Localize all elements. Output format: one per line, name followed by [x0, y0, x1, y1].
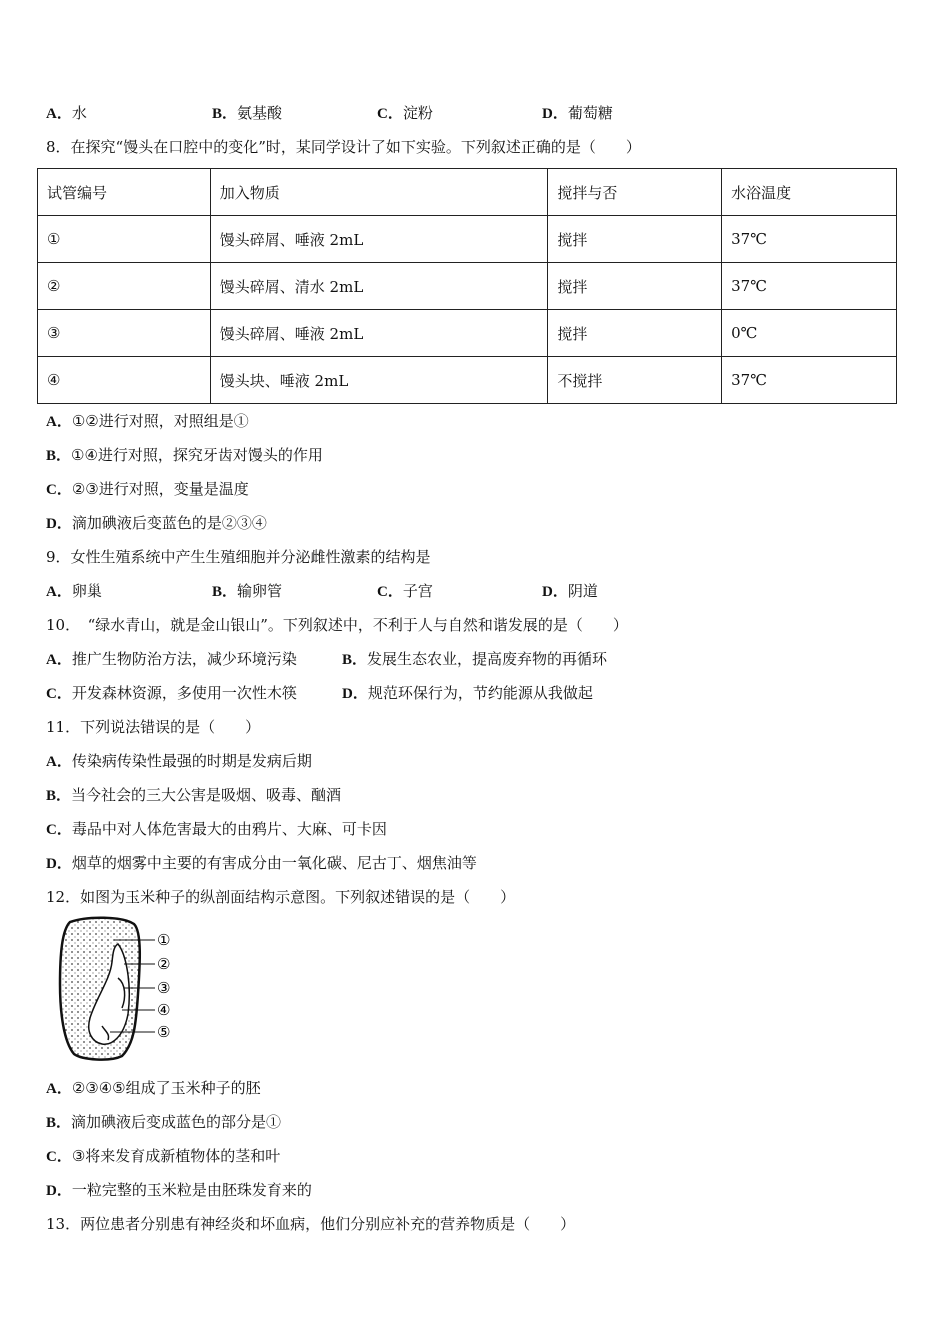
q9-stem: 9．女性生殖系统中产生生殖细胞并分泌雌性激素的结构是 [46, 548, 431, 566]
table-header-cell: 搅拌与否 [548, 169, 722, 216]
q9-option-c: C．子宫 [377, 582, 433, 600]
q9-option-a: A．卵巢 [46, 582, 102, 600]
table-header-cell: 水浴温度 [722, 169, 897, 216]
table-cell: 馒头碎屑、清水 2mL [210, 263, 548, 310]
q10-option-d: D．规范环保行为，节约能源从我做起 [342, 684, 593, 702]
table-cell: 馒头块、唾液 2mL [210, 357, 548, 404]
table-cell: 搅拌 [548, 310, 722, 357]
q11-option-b: B．当今社会的三大公害是吸烟、吸毒、酗酒 [46, 786, 342, 804]
table-cell: 搅拌 [548, 216, 722, 263]
table-row [38, 357, 897, 404]
q10-stem: 10． “绿水青山，就是金山银山”。下列叙述中，不利于人与自然和谐发展的是（ ） [46, 616, 628, 634]
table-header-row [38, 169, 897, 216]
table-row [38, 216, 897, 263]
q12-option-d: D．一粒完整的玉米粒是由胚珠发育来的 [46, 1181, 312, 1199]
q7-option-b: B．氨基酸 [212, 104, 283, 122]
q8-option-c: C．②③进行对照，变量是温度 [46, 480, 249, 498]
q9-option-b: B．输卵管 [212, 582, 283, 600]
table-header-cell: 加入物质 [210, 169, 548, 216]
table-cell: 0℃ [722, 310, 897, 357]
table-cell: 37℃ [722, 357, 897, 404]
q13-stem: 13．两位患者分别患有神经炎和坏血病，他们分别应补充的营养物质是（ ） [46, 1215, 576, 1233]
table-cell: ③ [38, 310, 211, 357]
q10-option-b: B．发展生态农业，提高废弃物的再循环 [342, 650, 608, 668]
corn-seed-diagram [52, 914, 192, 1064]
figure-label-4: ④ [157, 1001, 171, 1019]
table-cell: 馒头碎屑、唾液 2mL [210, 216, 548, 263]
q12-option-a: A．②③④⑤组成了玉米种子的胚 [46, 1079, 261, 1097]
figure-label-1: ① [157, 931, 171, 949]
table-row [38, 263, 897, 310]
figure-label-2: ② [157, 955, 171, 973]
q7-option-c: C．淀粉 [377, 104, 433, 122]
figure-label-3: ③ [157, 979, 171, 997]
table-row [38, 310, 897, 357]
q11-option-d: D．烟草的烟雾中主要的有害成分由一氧化碳、尼古丁、烟焦油等 [46, 854, 477, 872]
q11-option-a: A．传染病传染性最强的时期是发病后期 [46, 752, 312, 770]
table-cell: 37℃ [722, 216, 897, 263]
q8-stem: 8．在探究“馒头在口腔中的变化”时，某同学设计了如下实验。下列叙述正确的是（ ） [46, 138, 641, 156]
table-cell: ④ [38, 357, 211, 404]
q8-option-a: A．①②进行对照，对照组是① [46, 412, 249, 430]
q12-stem: 12．如图为玉米种子的纵剖面结构示意图。下列叙述错误的是（ ） [46, 888, 516, 906]
q11-option-c: C．毒品中对人体危害最大的由鸦片、大麻、可卡因 [46, 820, 387, 838]
table-cell: 37℃ [722, 263, 897, 310]
q7-option-d: D．葡萄糖 [542, 104, 613, 122]
q8-option-b: B．①④进行对照，探究牙齿对馒头的作用 [46, 446, 323, 464]
q10-option-c: C．开发森林资源，多使用一次性木筷 [46, 684, 297, 702]
q10-option-a: A．推广生物防治方法，减少环境污染 [46, 650, 297, 668]
table-cell: ② [38, 263, 211, 310]
q12-option-c: C．③将来发育成新植物体的茎和叶 [46, 1147, 281, 1165]
table-cell: ① [38, 216, 211, 263]
table-cell: 不搅拌 [548, 357, 722, 404]
q8-option-d: D．滴加碘液后变蓝色的是②③④ [46, 514, 267, 532]
q7-option-a: A．水 [46, 104, 87, 122]
table-cell: 搅拌 [548, 263, 722, 310]
figure-label-5: ⑤ [157, 1023, 171, 1041]
q9-option-d: D．阴道 [542, 582, 598, 600]
q11-stem: 11．下列说法错误的是（ ） [46, 718, 261, 736]
table-header-cell: 试管编号 [38, 169, 211, 216]
table-cell: 馒头碎屑、唾液 2mL [210, 310, 548, 357]
experiment-table [37, 168, 897, 404]
q12-option-b: B．滴加碘液后变成蓝色的部分是① [46, 1113, 282, 1131]
